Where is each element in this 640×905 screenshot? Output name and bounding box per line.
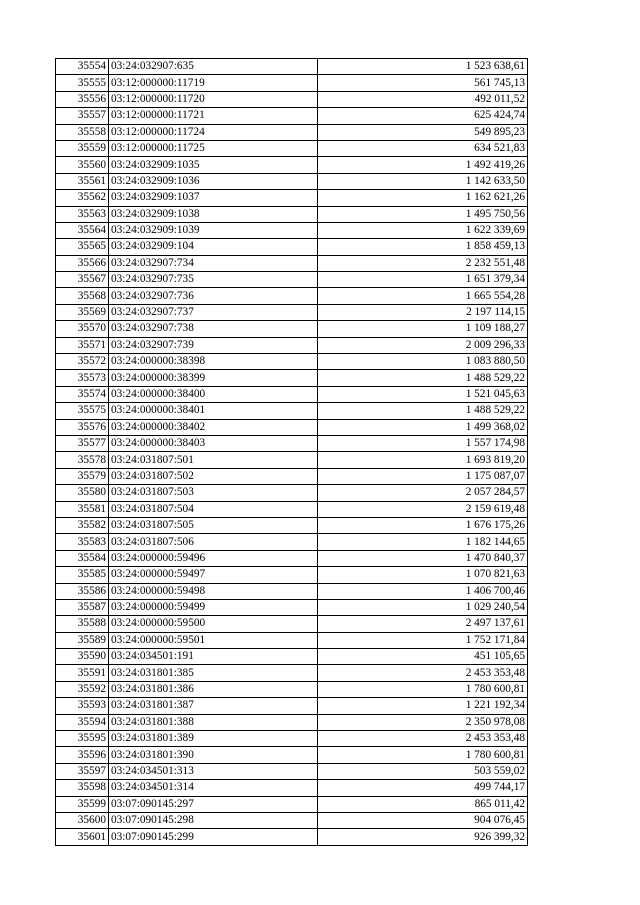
cadastral-value-cell: 561 745,13 bbox=[318, 75, 528, 91]
cadastral-value-cell: 2 453 353,48 bbox=[318, 731, 528, 747]
cadastral-value-cell: 2 350 978,08 bbox=[318, 714, 528, 730]
row-number-cell: 35555 bbox=[56, 75, 109, 91]
cadastral-number-cell: 03:24:031807:501 bbox=[109, 452, 318, 468]
cadastral-number-cell: 03:24:034501:314 bbox=[109, 780, 318, 796]
cadastral-number-cell: 03:24:000000:59501 bbox=[109, 632, 318, 648]
row-number-cell: 35579 bbox=[56, 468, 109, 484]
cadastral-value-cell: 499 744,17 bbox=[318, 780, 528, 796]
row-number-cell: 35587 bbox=[56, 599, 109, 615]
row-number-cell: 35598 bbox=[56, 780, 109, 796]
table-row bbox=[56, 468, 528, 484]
cadastral-number-cell: 03:24:032909:1035 bbox=[109, 157, 318, 173]
table-row bbox=[56, 534, 528, 550]
cadastral-value-cell: 1 406 700,46 bbox=[318, 583, 528, 599]
cadastral-number-cell: 03:12:000000:11719 bbox=[109, 75, 318, 91]
table-row bbox=[56, 91, 528, 107]
cadastral-value-cell: 865 011,42 bbox=[318, 796, 528, 812]
table-row bbox=[56, 354, 528, 370]
table-row bbox=[56, 190, 528, 206]
cadastral-value-cell: 2 057 284,57 bbox=[318, 485, 528, 501]
table-row bbox=[56, 550, 528, 566]
row-number-cell: 35561 bbox=[56, 173, 109, 189]
table-row bbox=[56, 763, 528, 779]
table-row bbox=[56, 321, 528, 337]
cadastral-number-cell: 03:24:000000:38402 bbox=[109, 419, 318, 435]
table-row bbox=[56, 649, 528, 665]
table-row bbox=[56, 272, 528, 288]
row-number-cell: 35564 bbox=[56, 222, 109, 238]
row-number-cell: 35595 bbox=[56, 731, 109, 747]
row-number-cell: 35584 bbox=[56, 550, 109, 566]
table-row bbox=[56, 632, 528, 648]
cadastral-value-cell: 1 651 379,34 bbox=[318, 272, 528, 288]
cadastral-value-cell: 1 470 840,37 bbox=[318, 550, 528, 566]
cadastral-number-cell: 03:24:032907:738 bbox=[109, 321, 318, 337]
table-row bbox=[56, 75, 528, 91]
cadastral-number-cell: 03:24:031807:505 bbox=[109, 517, 318, 533]
cadastral-number-cell: 03:12:000000:11721 bbox=[109, 108, 318, 124]
table-row bbox=[56, 599, 528, 615]
table-row bbox=[56, 452, 528, 468]
row-number-cell: 35597 bbox=[56, 763, 109, 779]
cadastral-value-cell: 2 232 551,48 bbox=[318, 255, 528, 271]
cadastral-value-cell: 1 492 419,26 bbox=[318, 157, 528, 173]
cadastral-number-cell: 03:24:032907:739 bbox=[109, 337, 318, 353]
row-number-cell: 35581 bbox=[56, 501, 109, 517]
cadastral-value-cell: 1 162 621,26 bbox=[318, 190, 528, 206]
table-row bbox=[56, 304, 528, 320]
table-row bbox=[56, 698, 528, 714]
table-row bbox=[56, 517, 528, 533]
row-number-cell: 35576 bbox=[56, 419, 109, 435]
cadastral-number-cell: 03:24:031801:390 bbox=[109, 747, 318, 763]
cadastral-number-cell: 03:24:000000:59500 bbox=[109, 616, 318, 632]
cadastral-number-cell: 03:24:031801:387 bbox=[109, 698, 318, 714]
table-row bbox=[56, 288, 528, 304]
cadastral-number-cell: 03:24:032909:1039 bbox=[109, 222, 318, 238]
cadastral-number-cell: 03:24:032909:1036 bbox=[109, 173, 318, 189]
cadastral-value-cell: 1 780 600,81 bbox=[318, 681, 528, 697]
table-row bbox=[56, 255, 528, 271]
table-row bbox=[56, 157, 528, 173]
row-number-cell: 35572 bbox=[56, 354, 109, 370]
cadastral-value-cell: 1 752 171,84 bbox=[318, 632, 528, 648]
row-number-cell: 35566 bbox=[56, 255, 109, 271]
row-number-cell: 35563 bbox=[56, 206, 109, 222]
cadastral-number-cell: 03:24:031801:389 bbox=[109, 731, 318, 747]
row-number-cell: 35575 bbox=[56, 403, 109, 419]
table-row bbox=[56, 173, 528, 189]
row-number-cell: 35574 bbox=[56, 386, 109, 402]
row-number-cell: 35599 bbox=[56, 796, 109, 812]
table-row bbox=[56, 501, 528, 517]
table-row bbox=[56, 370, 528, 386]
cadastral-number-cell: 03:24:031807:502 bbox=[109, 468, 318, 484]
table-body bbox=[56, 59, 528, 846]
table-row bbox=[56, 665, 528, 681]
cadastral-number-cell: 03:24:034501:191 bbox=[109, 649, 318, 665]
cadastral-value-cell: 2 159 619,48 bbox=[318, 501, 528, 517]
table-row bbox=[56, 337, 528, 353]
cadastral-value-cell: 1 521 045,63 bbox=[318, 386, 528, 402]
cadastral-number-cell: 03:24:032909:1038 bbox=[109, 206, 318, 222]
cadastral-value-cell: 2 197 114,15 bbox=[318, 304, 528, 320]
row-number-cell: 35594 bbox=[56, 714, 109, 730]
table-row bbox=[56, 124, 528, 140]
table-row bbox=[56, 583, 528, 599]
cadastral-value-cell: 1 488 529,22 bbox=[318, 370, 528, 386]
row-number-cell: 35580 bbox=[56, 485, 109, 501]
cadastral-value-cell: 1 083 880,50 bbox=[318, 354, 528, 370]
cadastral-value-cell: 1 070 821,63 bbox=[318, 567, 528, 583]
cadastral-number-cell: 03:24:000000:59498 bbox=[109, 583, 318, 599]
table-row bbox=[56, 222, 528, 238]
row-number-cell: 35596 bbox=[56, 747, 109, 763]
row-number-cell: 35585 bbox=[56, 567, 109, 583]
cadastral-number-cell: 03:24:000000:38399 bbox=[109, 370, 318, 386]
table-row bbox=[56, 419, 528, 435]
cadastral-value-cell: 1 221 192,34 bbox=[318, 698, 528, 714]
cadastral-number-cell: 03:24:031801:386 bbox=[109, 681, 318, 697]
cadastral-number-cell: 03:24:031801:385 bbox=[109, 665, 318, 681]
row-number-cell: 35560 bbox=[56, 157, 109, 173]
cadastral-value-cell: 1 676 175,26 bbox=[318, 517, 528, 533]
table-row bbox=[56, 567, 528, 583]
cadastral-value-cell: 2 497 137,61 bbox=[318, 616, 528, 632]
table-row bbox=[56, 485, 528, 501]
table-row bbox=[56, 140, 528, 156]
cadastral-value-cell: 1 693 819,20 bbox=[318, 452, 528, 468]
cadastral-value-cell: 1 622 339,69 bbox=[318, 222, 528, 238]
row-number-cell: 35559 bbox=[56, 140, 109, 156]
cadastral-number-cell: 03:24:000000:38400 bbox=[109, 386, 318, 402]
row-number-cell: 35556 bbox=[56, 91, 109, 107]
row-number-cell: 35578 bbox=[56, 452, 109, 468]
row-number-cell: 35568 bbox=[56, 288, 109, 304]
row-number-cell: 35586 bbox=[56, 583, 109, 599]
row-number-cell: 35565 bbox=[56, 239, 109, 255]
cadastral-number-cell: 03:07:090145:298 bbox=[109, 812, 318, 828]
cadastral-value-cell: 634 521,83 bbox=[318, 140, 528, 156]
row-number-cell: 35554 bbox=[56, 59, 109, 75]
cadastral-number-cell: 03:12:000000:11725 bbox=[109, 140, 318, 156]
cadastral-value-cell: 1 488 529,22 bbox=[318, 403, 528, 419]
cadastral-number-cell: 03:24:031801:388 bbox=[109, 714, 318, 730]
cadastral-value-cell: 1 182 144,65 bbox=[318, 534, 528, 550]
cadastral-number-cell: 03:24:000000:38401 bbox=[109, 403, 318, 419]
cadastral-number-cell: 03:24:031807:506 bbox=[109, 534, 318, 550]
cadastral-number-cell: 03:07:090145:297 bbox=[109, 796, 318, 812]
cadastral-value-cell: 1 495 750,56 bbox=[318, 206, 528, 222]
cadastral-number-cell: 03:24:032907:734 bbox=[109, 255, 318, 271]
cadastral-number-cell: 03:12:000000:11724 bbox=[109, 124, 318, 140]
row-number-cell: 35569 bbox=[56, 304, 109, 320]
cadastral-value-cell: 1 029 240,54 bbox=[318, 599, 528, 615]
cadastral-value-cell: 1 858 459,13 bbox=[318, 239, 528, 255]
cadastral-value-cell: 1 780 600,81 bbox=[318, 747, 528, 763]
row-number-cell: 35601 bbox=[56, 829, 109, 845]
table-row bbox=[56, 616, 528, 632]
table-row bbox=[56, 780, 528, 796]
table-row bbox=[56, 435, 528, 451]
cadastral-number-cell: 03:24:031807:503 bbox=[109, 485, 318, 501]
table-row bbox=[56, 403, 528, 419]
row-number-cell: 35588 bbox=[56, 616, 109, 632]
row-number-cell: 35573 bbox=[56, 370, 109, 386]
row-number-cell: 35591 bbox=[56, 665, 109, 681]
row-number-cell: 35570 bbox=[56, 321, 109, 337]
row-number-cell: 35593 bbox=[56, 698, 109, 714]
table-row bbox=[56, 59, 528, 75]
table-row bbox=[56, 206, 528, 222]
cadastral-value-cell: 503 559,02 bbox=[318, 763, 528, 779]
cadastral-number-cell: 03:24:032909:104 bbox=[109, 239, 318, 255]
cadastral-value-cell: 492 011,52 bbox=[318, 91, 528, 107]
cadastral-number-cell: 03:24:032907:635 bbox=[109, 59, 318, 75]
table-row bbox=[56, 714, 528, 730]
cadastral-value-cell: 1 499 368,02 bbox=[318, 419, 528, 435]
row-number-cell: 35577 bbox=[56, 435, 109, 451]
cadastral-number-cell: 03:24:031807:504 bbox=[109, 501, 318, 517]
row-number-cell: 35589 bbox=[56, 632, 109, 648]
cadastral-number-cell: 03:12:000000:11720 bbox=[109, 91, 318, 107]
cadastral-value-cell: 2 453 353,48 bbox=[318, 665, 528, 681]
table-row bbox=[56, 796, 528, 812]
cadastral-value-table bbox=[55, 58, 528, 846]
table-row bbox=[56, 731, 528, 747]
cadastral-value-cell: 625 424,74 bbox=[318, 108, 528, 124]
cadastral-number-cell: 03:24:032907:736 bbox=[109, 288, 318, 304]
cadastral-value-cell: 1 523 638,61 bbox=[318, 59, 528, 75]
row-number-cell: 35557 bbox=[56, 108, 109, 124]
cadastral-value-cell: 1 557 174,98 bbox=[318, 435, 528, 451]
row-number-cell: 35590 bbox=[56, 649, 109, 665]
table-row bbox=[56, 812, 528, 828]
row-number-cell: 35583 bbox=[56, 534, 109, 550]
table-row bbox=[56, 239, 528, 255]
cadastral-number-cell: 03:24:032909:1037 bbox=[109, 190, 318, 206]
row-number-cell: 35600 bbox=[56, 812, 109, 828]
cadastral-number-cell: 03:24:000000:38398 bbox=[109, 354, 318, 370]
row-number-cell: 35592 bbox=[56, 681, 109, 697]
row-number-cell: 35562 bbox=[56, 190, 109, 206]
cadastral-number-cell: 03:24:000000:59496 bbox=[109, 550, 318, 566]
cadastral-value-cell: 926 399,32 bbox=[318, 829, 528, 845]
cadastral-number-cell: 03:24:000000:59497 bbox=[109, 567, 318, 583]
table-row bbox=[56, 108, 528, 124]
table-row bbox=[56, 386, 528, 402]
cadastral-value-cell: 1 665 554,28 bbox=[318, 288, 528, 304]
table-row bbox=[56, 829, 528, 845]
row-number-cell: 35567 bbox=[56, 272, 109, 288]
cadastral-value-cell: 549 895,23 bbox=[318, 124, 528, 140]
cadastral-number-cell: 03:24:000000:59499 bbox=[109, 599, 318, 615]
cadastral-number-cell: 03:24:000000:38403 bbox=[109, 435, 318, 451]
table-row bbox=[56, 747, 528, 763]
cadastral-value-cell: 2 009 296,33 bbox=[318, 337, 528, 353]
cadastral-number-cell: 03:07:090145:299 bbox=[109, 829, 318, 845]
row-number-cell: 35571 bbox=[56, 337, 109, 353]
row-number-cell: 35558 bbox=[56, 124, 109, 140]
cadastral-number-cell: 03:24:032907:735 bbox=[109, 272, 318, 288]
cadastral-value-cell: 1 175 087,07 bbox=[318, 468, 528, 484]
cadastral-number-cell: 03:24:034501:313 bbox=[109, 763, 318, 779]
cadastral-number-cell: 03:24:032907:737 bbox=[109, 304, 318, 320]
cadastral-value-cell: 904 076,45 bbox=[318, 812, 528, 828]
table-row bbox=[56, 681, 528, 697]
cadastral-value-cell: 1 109 188,27 bbox=[318, 321, 528, 337]
row-number-cell: 35582 bbox=[56, 517, 109, 533]
cadastral-value-cell: 1 142 633,50 bbox=[318, 173, 528, 189]
cadastral-value-cell: 451 105,65 bbox=[318, 649, 528, 665]
